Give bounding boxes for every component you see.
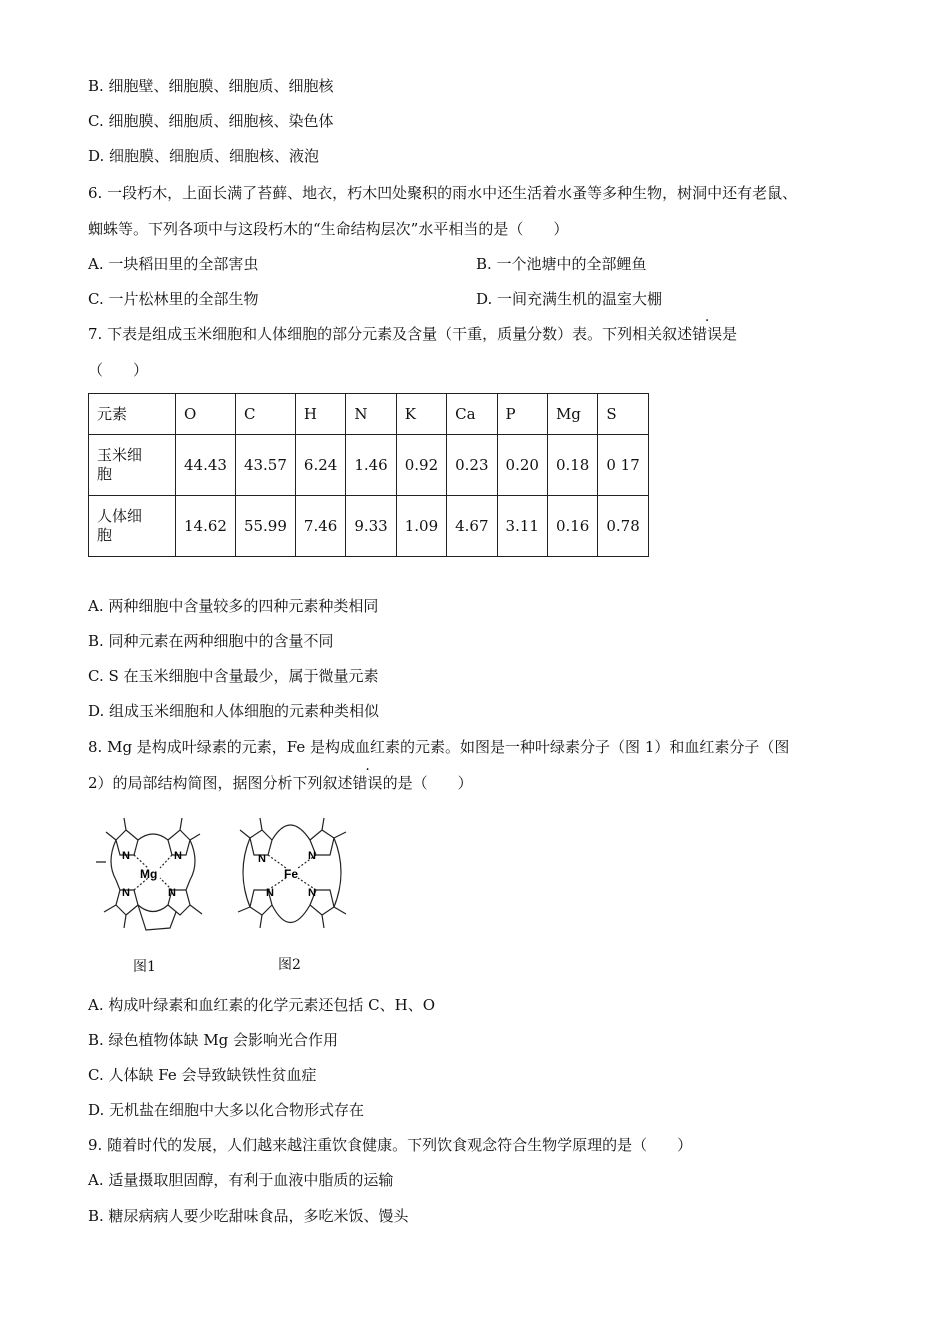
table-header-row [89, 394, 649, 435]
emphasis-text: 错误 [352, 774, 383, 792]
question-8-text-end: 的是（ ） [382, 774, 473, 792]
nitrogen-label: N [174, 850, 182, 862]
nitrogen-label: N [168, 887, 176, 899]
table-cell: H [295, 394, 345, 435]
nitrogen-label: N [308, 887, 316, 899]
option-6d: D. 一间充满生机的温室大棚 [476, 290, 663, 308]
nitrogen-label: N [122, 887, 130, 899]
figure-2-caption: 图2 [278, 957, 301, 973]
table-cell: 1.09 [396, 496, 446, 557]
option-5b: B. 细胞壁、细胞膜、细胞质、细胞核 [88, 77, 334, 95]
table-row [89, 496, 649, 557]
option-5d: D. 细胞膜、细胞质、细胞核、液泡 [88, 147, 320, 165]
option-8c: C. 人体缺 Fe 会导致缺铁性贫血症 [88, 1066, 317, 1084]
nitrogen-label: N [266, 887, 274, 899]
table-cell: 9.33 [346, 496, 396, 557]
figure-1-caption: 图1 [133, 959, 156, 975]
question-8-line2 [88, 773, 473, 793]
option-9a: A. 适量摄取胆固醇，有利于血液中脂质的运输 [88, 1171, 394, 1189]
nitrogen-label: N [258, 853, 266, 865]
question-7-text: 7. 下表是组成玉米细胞和人体细胞的部分元素及含量（干重，质量分数）表。下列相关叙述 [88, 325, 693, 343]
option-8d: D. 无机盐在细胞中大多以化合物形式存在 [88, 1101, 365, 1119]
table-cell: 6.24 [295, 435, 345, 496]
table-cell: 0.18 [547, 435, 597, 496]
chlorophyll-structure-figure [88, 810, 223, 950]
table-cell: C [235, 394, 295, 435]
option-6c: C. 一片松林里的全部生物 [88, 290, 259, 308]
table-cell: 0.78 [598, 496, 648, 557]
option-5c: C. 细胞膜、细胞质、细胞核、染色体 [88, 112, 334, 130]
option-7d: D. 组成玉米细胞和人体细胞的元素种类相似 [88, 702, 380, 720]
table-cell: 7.46 [295, 496, 345, 557]
element-table [88, 393, 649, 557]
metal-label: Mg [140, 867, 158, 881]
question-7-line2: （ ） [88, 361, 149, 379]
table-cell: 0 17 [598, 435, 648, 496]
question-7-text-end: 是 [722, 325, 738, 343]
question-7-line1 [88, 324, 737, 344]
table-cell: 1.46 [346, 435, 396, 496]
option-8a: A. 构成叶绿素和血红素的化学元素还包括 C、H、O [88, 996, 435, 1014]
table-cell: 0.92 [396, 435, 446, 496]
table-cell: Mg [547, 394, 597, 435]
heme-structure-figure [228, 810, 363, 950]
table-cell: O [176, 394, 236, 435]
table-cell: 4.67 [447, 496, 497, 557]
question-8-line1: 8. Mg 是构成叶绿素的元素，Fe 是构成血红素的元素。如图是一种叶绿素分子（图 1）和血红素分子（图 [88, 738, 790, 756]
nitrogen-label: N [122, 850, 130, 862]
question-9: 9. 随着时代的发展，人们越来越注重饮食健康。下列饮食观念符合生物学原理的是（ ） [88, 1136, 693, 1154]
table-cell: 14.62 [176, 496, 236, 557]
table-cell: 玉米细胞 [89, 435, 176, 496]
table-row [89, 435, 649, 496]
metal-label: Fe [284, 867, 299, 881]
option-6a: A. 一块稻田里的全部害虫 [88, 255, 259, 273]
option-7c: C. S 在玉米细胞中含量最少，属于微量元素 [88, 667, 379, 685]
table-cell: 55.99 [235, 496, 295, 557]
question-8-text: 2）的局部结构简图，据图分析下列叙述 [88, 774, 353, 792]
option-7b: B. 同种元素在两种细胞中的含量不同 [88, 632, 334, 650]
table-cell: Ca [447, 394, 497, 435]
table-cell: S [598, 394, 648, 435]
table-cell: K [396, 394, 446, 435]
table-cell: 0.23 [447, 435, 497, 496]
option-6b: B. 一个池塘中的全部鲤鱼 [476, 255, 647, 273]
question-6-line1: 6. 一段朽木，上面长满了苔藓、地衣，朽木凹处聚积的雨水中还生活着水蚤等多种生物，树洞中还有老鼠、 [88, 184, 798, 202]
nitrogen-label: N [308, 850, 316, 862]
question-6-line2: 蜘蛛等。下列各项中与这段朽木的“生命结构层次”水平相当的是（ ） [88, 220, 569, 238]
table-cell: 0.16 [547, 496, 597, 557]
table-cell: 元素 [89, 394, 176, 435]
table-cell: P [497, 394, 547, 435]
option-9b: B. 糖尿病病人要少吃甜味食品，多吃米饭、馒头 [88, 1207, 409, 1225]
option-7a: A. 两种细胞中含量较多的四种元素种类相同 [88, 597, 379, 615]
table-cell: 0.20 [497, 435, 547, 496]
table-cell: 44.43 [176, 435, 236, 496]
table-cell: 43.57 [235, 435, 295, 496]
table-cell: 人体细胞 [89, 496, 176, 557]
table-cell: 3.11 [497, 496, 547, 557]
option-8b: B. 绿色植物体缺 Mg 会影响光合作用 [88, 1031, 339, 1049]
table-cell: N [346, 394, 396, 435]
emphasis-text: 错误 [692, 325, 723, 343]
